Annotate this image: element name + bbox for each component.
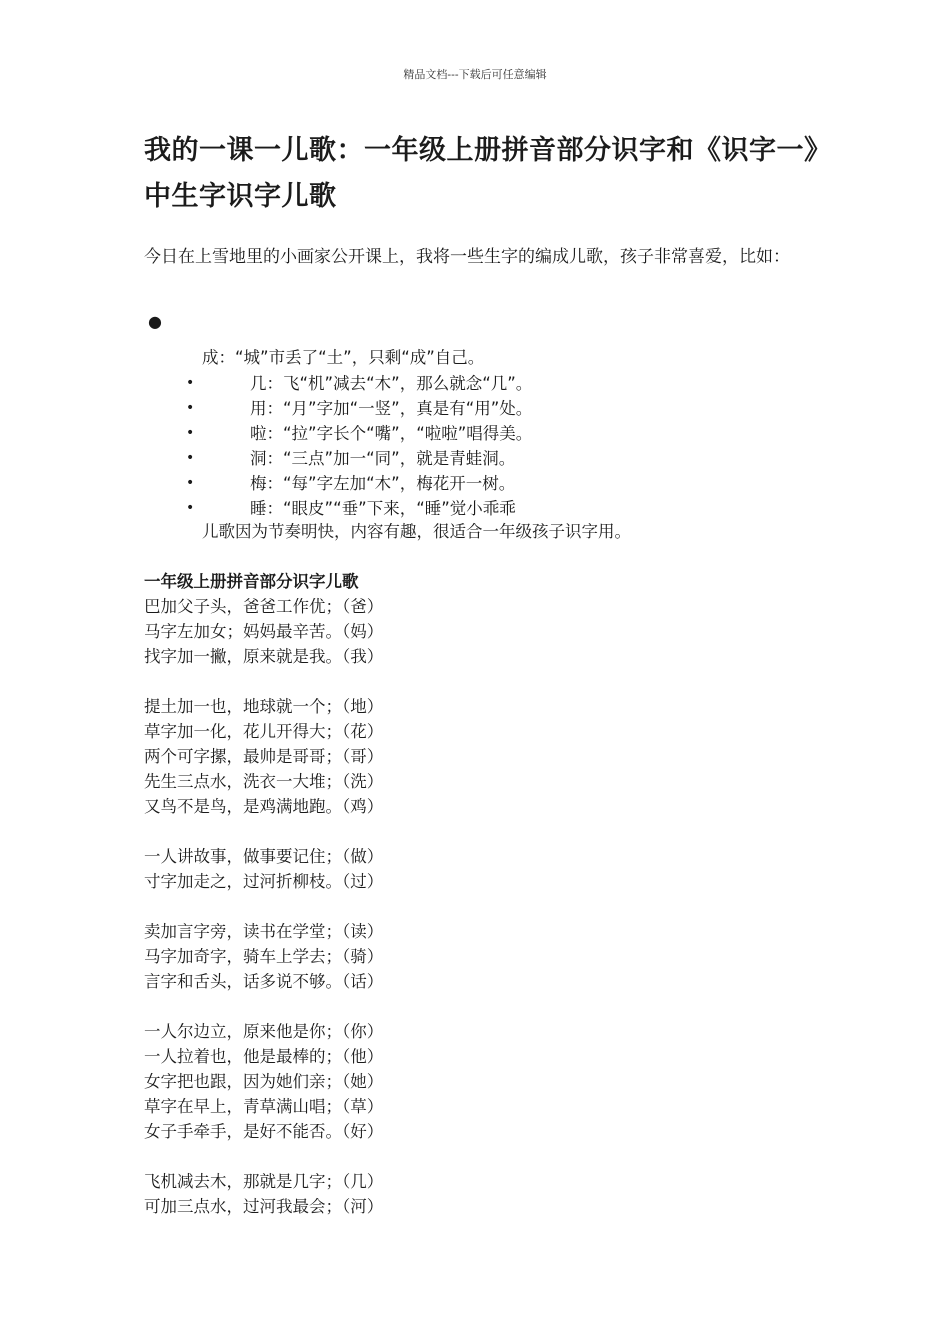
rhyme-line: 卖加言字旁，读书在学堂；（读）	[144, 922, 384, 941]
bullet-dot-icon: •	[186, 400, 195, 416]
list-item-text: 洞：“三点”加一“同”，就是青蛙洞。	[250, 449, 516, 468]
rhyme-line: 女字把也跟，因为她们亲；（她）	[144, 1072, 384, 1091]
rhyme-line: 飞机减去木，那就是几字；（几）	[144, 1172, 384, 1191]
first-rhyme-item: 成：“城”市丢了“土”，只剩“成”自己。	[202, 348, 485, 367]
intro-paragraph: 今日在上雪地里的小画家公开课上，我将一些生字的编成儿歌，孩子非常喜爱，比如：	[144, 247, 790, 267]
bullet-dot-icon: •	[186, 475, 195, 491]
rhyme-line: 马字左加女；妈妈最辛苦。（妈）	[144, 622, 384, 641]
rhyme-line: 草字加一化，花儿开得大；（花）	[144, 722, 384, 741]
list-item-text: 啦：“拉”字长个“嘴”，“啦啦”唱得美。	[250, 424, 533, 443]
rhyme-line: 又鸟不是鸟，是鸡满地跑。（鸡）	[144, 797, 384, 816]
rhyme-line: 一人拉着也，他是最棒的；（他）	[144, 1047, 384, 1066]
rhyme-group	[144, 844, 824, 894]
bullet-icon: ●	[148, 312, 162, 331]
rhyme-line: 寸字加走之，过河折柳枝。（过）	[144, 872, 384, 891]
rhyme-line: 草字在早上，青草满山唱；（草）	[144, 1097, 384, 1116]
document-title: 我的一课一儿歌：一年级上册拼音部分识字和《识字一》中生字识字儿歌	[144, 135, 818, 212]
list-item-text: 几：飞“机”减去“木”，那么就念“几”。	[250, 374, 533, 393]
rhyme-line: 女子手牵手，是好不能否。（好）	[144, 1122, 384, 1141]
rhyme-line: 言字和舌头，话多说不够。（话）	[144, 972, 384, 991]
rhyme-line: 可加三点水，过河我最会；（河）	[144, 1197, 384, 1216]
page-header: 精品文档---下载后可任意编辑	[403, 68, 547, 81]
rhyme-group	[144, 1019, 824, 1144]
list-item-text: 睡：“眼皮”“垂”下来，“睡”觉小乖乖	[250, 499, 516, 518]
rhyme-group	[144, 919, 824, 994]
rhyme-line: 一人讲故事，做事要记住；（做）	[144, 847, 384, 866]
rhyme-group	[144, 694, 824, 819]
bullet-dot-icon: •	[186, 450, 195, 466]
rhyme-line: 马字加奇字，骑车上学去；（骑）	[144, 947, 384, 966]
bullet-dot-icon: •	[186, 425, 195, 441]
rhyme-section	[144, 569, 824, 1219]
rhyme-line: 先生三点水，洗衣一大堆；（洗）	[144, 772, 384, 791]
rhyme-line: 巴加父子头，爸爸工作优；（爸）	[144, 597, 384, 616]
rhyme-group	[144, 594, 824, 669]
closing-paragraph: 儿歌因为节奏明快，内容有趣，很适合一年级孩子识字用。	[202, 522, 631, 541]
bullet-dot-icon: •	[186, 375, 195, 391]
rhyme-group	[144, 1169, 824, 1219]
rhyme-line: 提土加一也，地球就一个；（地）	[144, 697, 384, 716]
rhyme-line: 两个可字摞，最帅是哥哥；（哥）	[144, 747, 384, 766]
list-item-text: 用：“月”字加“一竖”，真是有“用”处。	[250, 399, 533, 418]
bullet-dot-icon: •	[186, 500, 195, 516]
rhyme-line: 找字加一撇，原来就是我。（我）	[144, 647, 384, 666]
list-item-text: 梅：“每”字左加“木”，梅花开一树。	[250, 474, 516, 493]
rhyme-line: 一人尔边立，原来他是你；（你）	[144, 1022, 384, 1041]
section-heading: 一年级上册拼音部分识字儿歌	[144, 572, 359, 591]
